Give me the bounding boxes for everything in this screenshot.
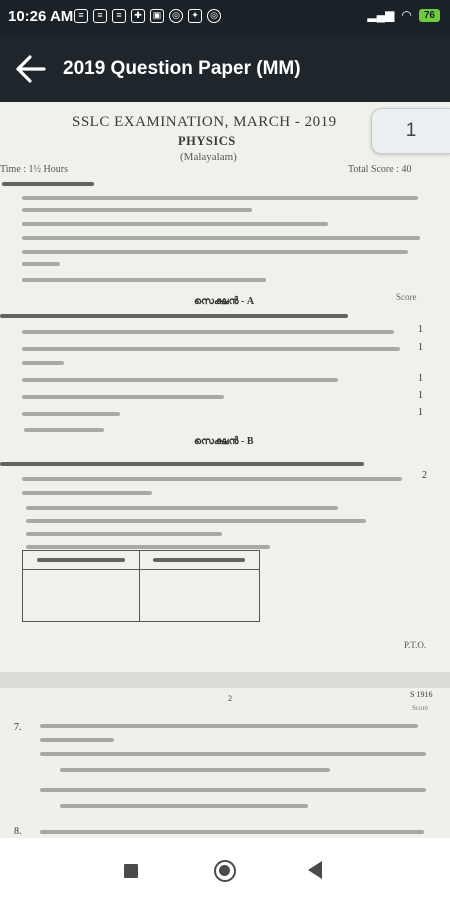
news-icon: ✚ [131,9,145,23]
status-bar [0,0,450,36]
question-line [22,347,400,351]
home-icon[interactable] [214,860,236,882]
section-instruction [0,462,364,466]
table-header-cell [153,558,245,562]
instruction-line [22,250,408,254]
option-line [40,752,426,756]
question-number: 8. [14,826,22,837]
back-arrow-icon[interactable] [14,53,48,85]
question-line [22,378,338,382]
question-line [24,428,104,432]
instructions-heading [2,182,94,186]
option-line [26,532,222,536]
question-line [40,738,114,742]
document-page-2[interactable] [0,688,450,838]
time-label: Time : 1½ Hours [0,164,68,175]
notification-icons [74,9,221,23]
instruction-line [22,278,266,282]
score-header: Score [412,704,428,712]
page-indicator: 1 [371,108,450,154]
question-line [22,395,224,399]
instruction-line [22,196,418,200]
photos-icon: ✦ [188,9,202,23]
option-line [60,768,330,772]
chrome-icon: ◎ [207,9,221,23]
option-line [40,788,426,792]
question-score: 1 [418,324,423,335]
chrome-icon: ◎ [169,9,183,23]
wifi-icon: ◠ [401,8,412,22]
question-score: 2 [422,470,427,481]
question-number: 7. [14,722,22,733]
page-number: 2 [228,694,232,703]
question-score: 1 [418,342,423,353]
document-page-1[interactable] [0,102,450,672]
option-line [26,545,270,549]
language-label: (Malayalam) [180,151,237,163]
navigation-bar [0,838,450,900]
recents-icon[interactable] [124,864,138,878]
table-header-cell [37,558,125,562]
instruction-line [22,236,420,240]
score-header: Score [396,292,417,302]
status-time: 10:26 AM [8,8,74,25]
answer-table [22,550,260,622]
question-line [22,477,402,481]
question-line [40,724,418,728]
option-line [26,519,366,523]
option-line [60,804,308,808]
message-icon: ≡ [74,9,88,23]
exam-title: SSLC EXAMINATION, MARCH - 2019 [72,114,337,130]
message-icon: ≡ [112,9,126,23]
question-score: 1 [418,373,423,384]
question-line [22,491,152,495]
question-line [40,830,424,834]
paper-code: S 1916 [410,690,433,699]
option-line [26,506,338,510]
question-line [22,330,394,334]
instruction-line [22,262,60,266]
image-icon: ▣ [150,9,164,23]
section-instruction [0,314,348,318]
signal-icon: ▂▄▆ [367,8,395,22]
question-score: 1 [418,407,423,418]
page-separator [0,672,450,688]
pto-label: P.T.O. [404,640,427,650]
message-icon: ≡ [93,9,107,23]
question-line [22,361,64,365]
subject-title: PHYSICS [178,134,236,148]
question-line [22,412,120,416]
instruction-line [22,208,252,212]
system-status [367,8,440,22]
nav-back-icon[interactable] [308,861,322,879]
app-bar [0,36,450,102]
total-score-label: Total Score : 40 [348,164,412,175]
page-title: 2019 Question Paper (MM) [63,58,301,79]
battery-icon: 76 [419,9,440,22]
instruction-line [22,222,328,226]
question-score: 1 [418,390,423,401]
section-a-heading: സെക്ഷൻ - A [194,296,255,307]
section-b-heading: സെക്ഷൻ - B [194,436,254,447]
